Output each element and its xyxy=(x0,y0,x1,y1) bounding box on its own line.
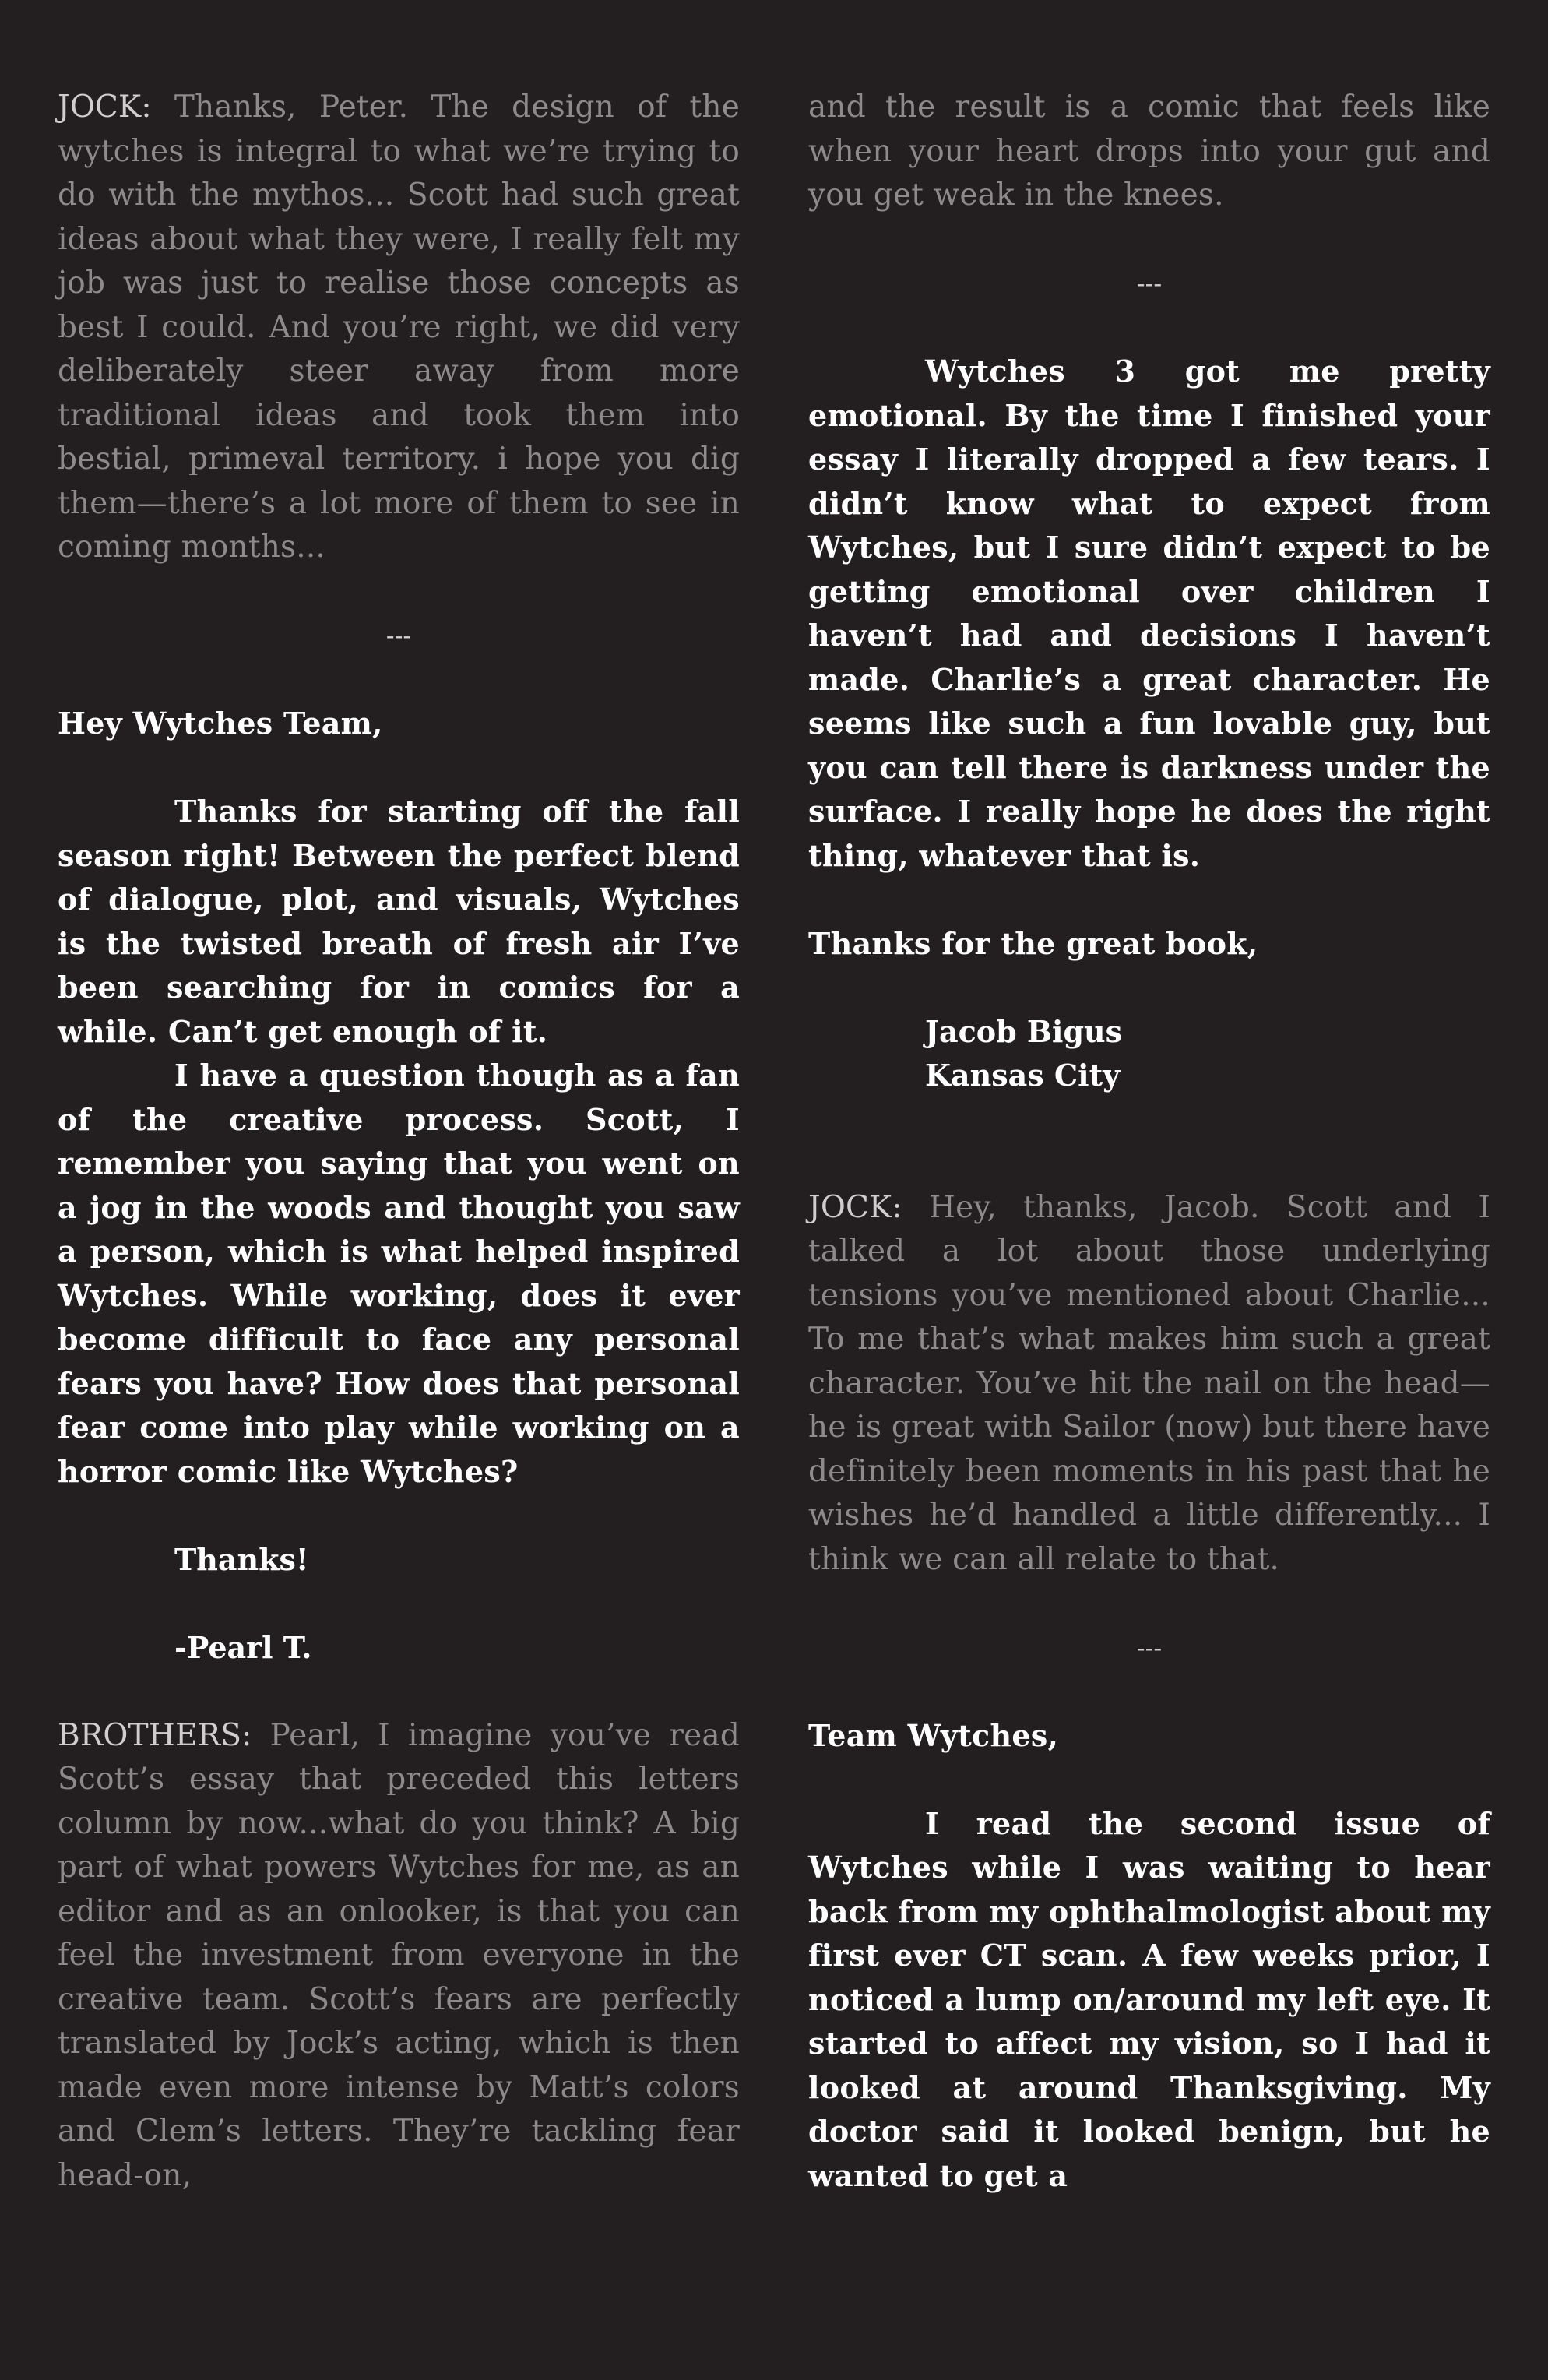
letter-greeting: Hey Wytches Team, xyxy=(58,706,383,741)
brothers-reply-continued: and the result is a comic that feels like when your heart drops into your gut and you get weak in the knees. xyxy=(808,90,1490,213)
speaker-label: JOCK: xyxy=(808,1189,902,1225)
brothers-reply xyxy=(58,1714,740,2199)
letter-closing: Thanks! xyxy=(174,1541,309,1577)
letter-paragraph: I read the second issue of Wytches while I was waiting to hear back from my ophthalmologist about my first ever CT scan. A few weeks prior, I noticed a lump on/around my left eye. It started to affect my vision, so I had it looked at around Thanksgiving. My doctor said it looked benign, but he wanted to get a xyxy=(808,1805,1490,2193)
letter-signature: -Pearl T. xyxy=(174,1629,312,1665)
reply-text: Thanks, Peter. The design of the wytches is integral to what we’re trying to do with the mythos... Scott had such great ideas about what they were, I really felt my job was just to realise those concepts as best I could. And you’re right, we did very deliberately steer away from more traditional ideas and took them into bestial, primeval territory. i hope you dig them—there’s a lot more of them to see in coming months... xyxy=(58,90,740,565)
letter-paragraph: I have a question though as a fan of the creative process. Scott, I remember you saying that you went on a jog in the woods and thought you saw a person, which is what helped inspired Wytches. While working, does it ever become difficult to face any personal fears you have? How does that personal fear come into play while working on a horror comic like Wytches? xyxy=(58,1058,740,1489)
right-column xyxy=(808,86,1490,2198)
section-separator: --- xyxy=(1136,269,1163,298)
jock-reply-2 xyxy=(808,1186,1490,1583)
speaker-label: JOCK: xyxy=(58,90,152,125)
letter-closing: Thanks for the great book, xyxy=(808,925,1258,961)
letter-signature-place: Kansas City xyxy=(925,1058,1121,1093)
reply-text: Hey, thanks, Jacob. Scott and I talked a lot about those underlying tensions you’ve mentioned about Charlie... To me that’s what makes him such a great character. You’ve hit the nail on the head—he is great with Sailor (now) but there have definitely been moments in his past that he wishes he’d handled a little differently... I think we can all relate to that. xyxy=(808,1189,1490,1577)
letter-paragraph: Wytches 3 got me pretty emotional. By the time I finished your essay I literally dropped a few tears. I didn’t know what to expect from Wytches, but I sure didn’t expect to be getting emotional over children I haven’t had and decisions I haven’t made. Charlie’s a great character. He seems like such a fun lovable guy, but you can tell there is darkness under the surface. I really hope he does the right thing, whatever that is. xyxy=(808,354,1490,873)
letter-signature-name: Jacob Bigus xyxy=(925,1013,1123,1049)
jock-reply-1 xyxy=(58,86,740,570)
section-separator: --- xyxy=(1136,1632,1163,1663)
reply-text: Pearl, I imagine you’ve read Scott’s essay that preceded this letters column by now...what do you think? A big part of what powers Wytches for me, as an editor and as an onlooker, is that you can feel the investment from everyone in the creative team. Scott’s fears are perfectly translated by Jock’s acting, which is then made even more intense by Matt’s colors and Clem’s letters. They’re tackling fear head-on, xyxy=(58,1717,740,2193)
speaker-label: BROTHERS: xyxy=(58,1717,252,1753)
letter-paragraph: Thanks for starting off the fall season right! Between the perfect blend of dialogue, plot, and visuals, Wytches is the twisted breath of fresh air I’ve been searching for in comics for a while. Can’t get enough of it. xyxy=(58,794,740,1049)
left-column xyxy=(58,86,740,2198)
letter-greeting: Team Wytches, xyxy=(808,1717,1059,1753)
section-separator: --- xyxy=(385,621,412,650)
